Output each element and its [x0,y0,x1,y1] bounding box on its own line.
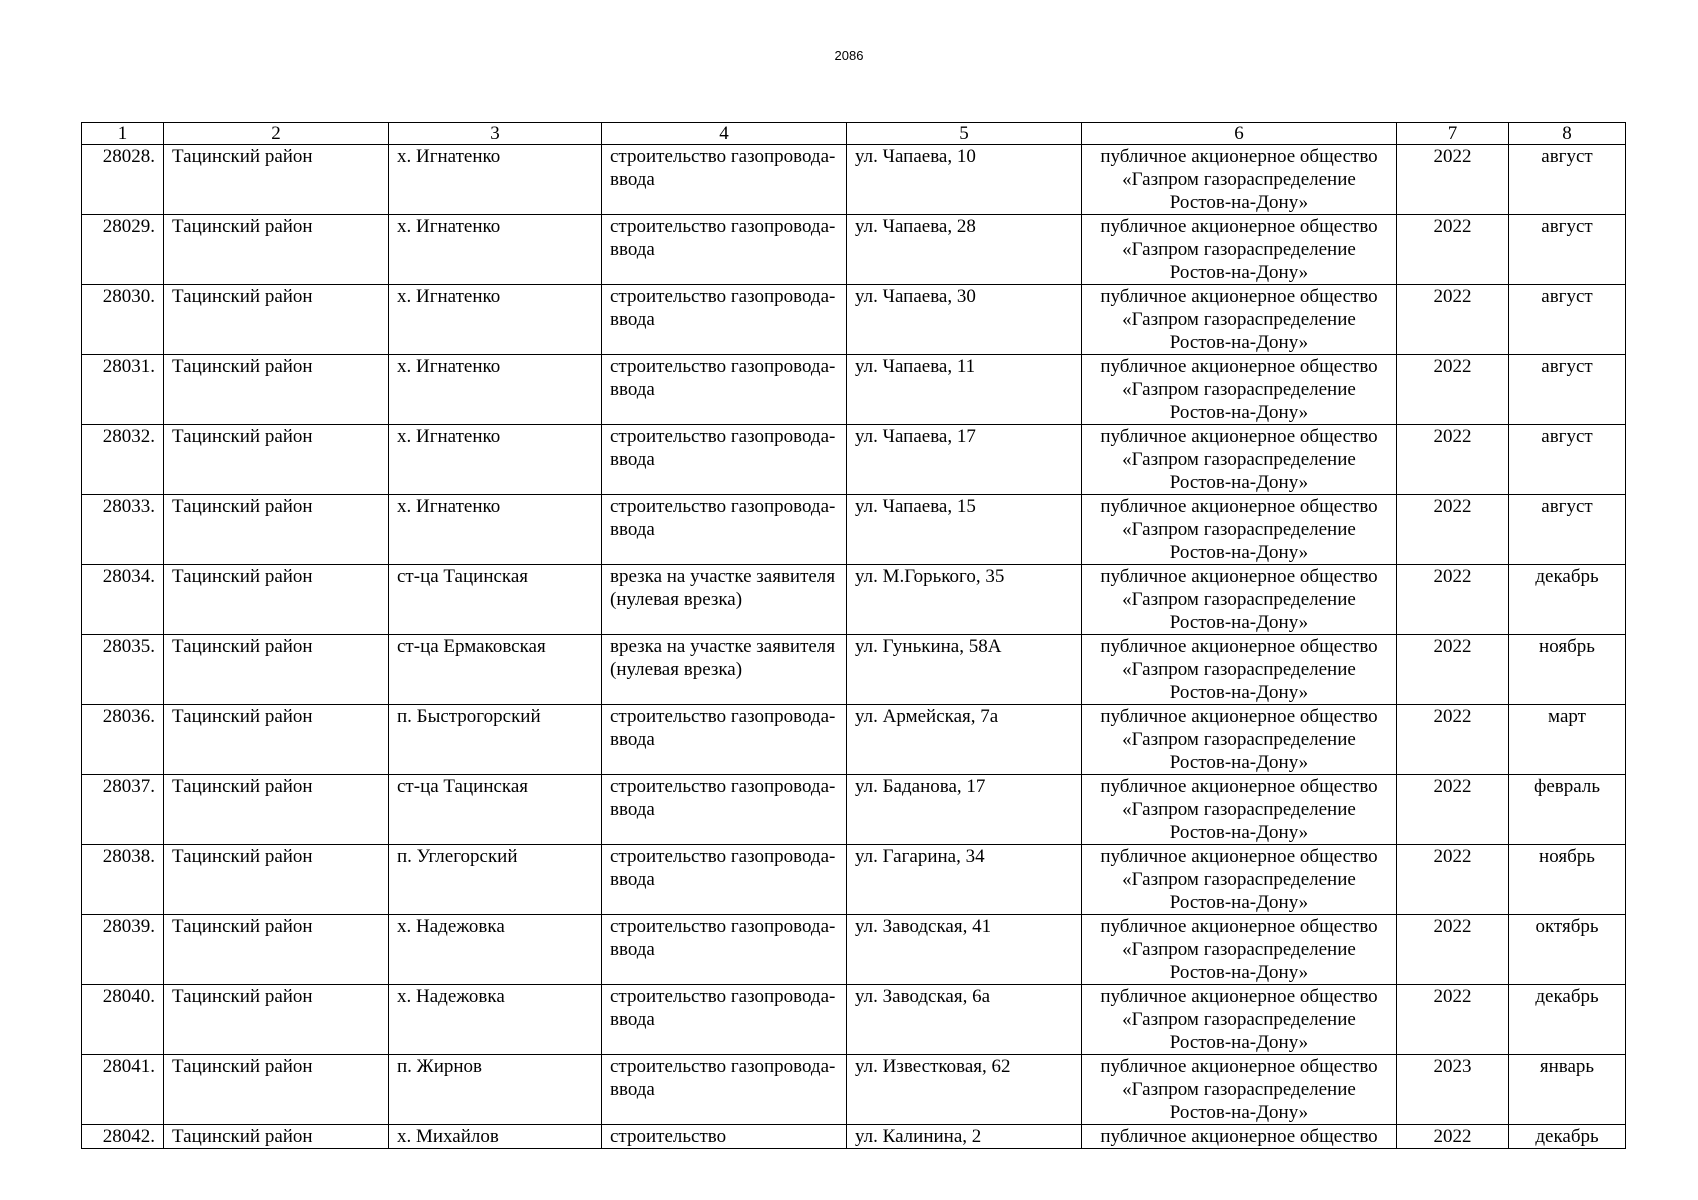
settlement-cell: х. Надежовка [389,915,602,985]
work-type-cell: строительство газопровода-ввода [602,775,847,845]
work-type-cell: строительство газопровода-ввода [602,985,847,1055]
row-number-cell: 28030. [82,285,164,355]
row-number-cell: 28040. [82,985,164,1055]
organization-cell: публичное акционерное общество «Газпром газораспределение Ростов-на-Дону» [1082,845,1397,915]
table-row [82,495,1626,565]
organization-cell: публичное акционерное общество «Газпром газораспределение Ростов-на-Дону» [1082,915,1397,985]
settlement-cell: х. Игнатенко [389,215,602,285]
district-cell: Тацинский район [164,565,389,635]
district-cell: Тацинский район [164,775,389,845]
table-row [82,355,1626,425]
year-cell: 2022 [1397,705,1509,775]
table-row [82,915,1626,985]
address-cell: ул. Армейская, 7а [847,705,1082,775]
work-type-cell: строительство газопровода-ввода [602,145,847,215]
column-header: 5 [847,123,1082,145]
settlement-cell: ст-ца Тацинская [389,775,602,845]
month-cell: ноябрь [1509,635,1626,705]
month-cell: декабрь [1509,1125,1626,1149]
district-cell: Тацинский район [164,985,389,1055]
address-cell: ул. Чапаева, 15 [847,495,1082,565]
address-cell: ул. М.Горького, 35 [847,565,1082,635]
settlement-cell: ст-ца Тацинская [389,565,602,635]
settlement-cell: х. Игнатенко [389,425,602,495]
column-header: 3 [389,123,602,145]
month-cell: август [1509,285,1626,355]
work-type-cell: врезка на участке заявителя (нулевая врезка) [602,635,847,705]
table-row [82,565,1626,635]
year-cell: 2022 [1397,495,1509,565]
table-row [82,845,1626,915]
settlement-cell: п. Жирнов [389,1055,602,1125]
month-cell: август [1509,215,1626,285]
work-type-cell: строительство газопровода-ввода [602,425,847,495]
year-cell: 2022 [1397,775,1509,845]
header-row [82,123,1626,145]
column-header: 4 [602,123,847,145]
year-cell: 2023 [1397,1055,1509,1125]
district-cell: Тацинский район [164,705,389,775]
address-cell: ул. Чапаева, 17 [847,425,1082,495]
address-cell: ул. Известковая, 62 [847,1055,1082,1125]
year-cell: 2022 [1397,565,1509,635]
work-type-cell: строительство [602,1125,847,1149]
column-header: 7 [1397,123,1509,145]
organization-cell: публичное акционерное общество «Газпром газораспределение Ростов-на-Дону» [1082,565,1397,635]
district-cell: Тацинский район [164,845,389,915]
address-cell: ул. Заводская, 41 [847,915,1082,985]
work-type-cell: строительство газопровода-ввода [602,705,847,775]
year-cell: 2022 [1397,285,1509,355]
year-cell: 2022 [1397,425,1509,495]
year-cell: 2022 [1397,915,1509,985]
row-number-cell: 28037. [82,775,164,845]
organization-cell: публичное акционерное общество «Газпром газораспределение Ростов-на-Дону» [1082,355,1397,425]
year-cell: 2022 [1397,355,1509,425]
year-cell: 2022 [1397,145,1509,215]
month-cell: август [1509,145,1626,215]
work-type-cell: строительство газопровода-ввода [602,915,847,985]
settlement-cell: х. Михайлов [389,1125,602,1149]
month-cell: август [1509,425,1626,495]
year-cell: 2022 [1397,1125,1509,1149]
row-number-cell: 28032. [82,425,164,495]
district-cell: Тацинский район [164,145,389,215]
month-cell: октябрь [1509,915,1626,985]
district-cell: Тацинский район [164,425,389,495]
district-cell: Тацинский район [164,215,389,285]
address-cell: ул. Гагарина, 34 [847,845,1082,915]
address-cell: ул. Калинина, 2 [847,1125,1082,1149]
district-cell: Тацинский район [164,495,389,565]
column-header: 8 [1509,123,1626,145]
district-cell: Тацинский район [164,915,389,985]
month-cell: август [1509,495,1626,565]
column-header: 2 [164,123,389,145]
settlement-cell: х. Игнатенко [389,145,602,215]
month-cell: март [1509,705,1626,775]
table-row [82,1055,1626,1125]
table-row [82,985,1626,1055]
year-cell: 2022 [1397,985,1509,1055]
organization-cell: публичное акционерное общество «Газпром газораспределение Ростов-на-Дону» [1082,145,1397,215]
year-cell: 2022 [1397,635,1509,705]
address-cell: ул. Чапаева, 30 [847,285,1082,355]
month-cell: январь [1509,1055,1626,1125]
address-cell: ул. Чапаева, 10 [847,145,1082,215]
work-type-cell: строительство газопровода-ввода [602,215,847,285]
organization-cell: публичное акционерное общество «Газпром газораспределение Ростов-на-Дону» [1082,705,1397,775]
settlement-cell: х. Игнатенко [389,285,602,355]
settlement-cell: х. Игнатенко [389,495,602,565]
row-number-cell: 28041. [82,1055,164,1125]
month-cell: декабрь [1509,985,1626,1055]
month-cell: август [1509,355,1626,425]
year-cell: 2022 [1397,845,1509,915]
row-number-cell: 28028. [82,145,164,215]
district-cell: Тацинский район [164,635,389,705]
row-number-cell: 28031. [82,355,164,425]
work-type-cell: строительство газопровода-ввода [602,495,847,565]
table-row [82,425,1626,495]
month-cell: ноябрь [1509,845,1626,915]
address-cell: ул. Гунькина, 58А [847,635,1082,705]
row-number-cell: 28034. [82,565,164,635]
work-type-cell: строительство газопровода-ввода [602,845,847,915]
address-cell: ул. Баданова, 17 [847,775,1082,845]
table-row [82,1125,1626,1149]
month-cell: декабрь [1509,565,1626,635]
table-row [82,285,1626,355]
month-cell: февраль [1509,775,1626,845]
organization-cell: публичное акционерное общество «Газпром газораспределение Ростов-на-Дону» [1082,495,1397,565]
registry-table [81,122,1626,1149]
organization-cell: публичное акционерное общество «Газпром газораспределение Ростов-на-Дону» [1082,985,1397,1055]
organization-cell: публичное акционерное общество «Газпром газораспределение Ростов-на-Дону» [1082,215,1397,285]
work-type-cell: строительство газопровода-ввода [602,355,847,425]
row-number-cell: 28033. [82,495,164,565]
row-number-cell: 28039. [82,915,164,985]
table-row [82,775,1626,845]
row-number-cell: 28042. [82,1125,164,1149]
organization-cell: публичное акционерное общество [1082,1125,1397,1149]
district-cell: Тацинский район [164,1055,389,1125]
address-cell: ул. Чапаева, 11 [847,355,1082,425]
row-number-cell: 28036. [82,705,164,775]
column-header: 1 [82,123,164,145]
year-cell: 2022 [1397,215,1509,285]
organization-cell: публичное акционерное общество «Газпром газораспределение Ростов-на-Дону» [1082,635,1397,705]
settlement-cell: п. Быстрогорский [389,705,602,775]
settlement-cell: ст-ца Ермаковская [389,635,602,705]
page-number: 2086 [834,48,864,63]
row-number-cell: 28035. [82,635,164,705]
address-cell: ул. Заводская, 6а [847,985,1082,1055]
organization-cell: публичное акционерное общество «Газпром газораспределение Ростов-на-Дону» [1082,775,1397,845]
settlement-cell: п. Углегорский [389,845,602,915]
row-number-cell: 28038. [82,845,164,915]
settlement-cell: х. Игнатенко [389,355,602,425]
column-header: 6 [1082,123,1397,145]
organization-cell: публичное акционерное общество «Газпром газораспределение Ростов-на-Дону» [1082,425,1397,495]
work-type-cell: строительство газопровода-ввода [602,285,847,355]
district-cell: Тацинский район [164,355,389,425]
table-row [82,145,1626,215]
organization-cell: публичное акционерное общество «Газпром газораспределение Ростов-на-Дону» [1082,1055,1397,1125]
row-number-cell: 28029. [82,215,164,285]
district-cell: Тацинский район [164,1125,389,1149]
address-cell: ул. Чапаева, 28 [847,215,1082,285]
table-row [82,705,1626,775]
table-row [82,635,1626,705]
work-type-cell: врезка на участке заявителя (нулевая врезка) [602,565,847,635]
table-row [82,215,1626,285]
work-type-cell: строительство газопровода-ввода [602,1055,847,1125]
district-cell: Тацинский район [164,285,389,355]
settlement-cell: х. Надежовка [389,985,602,1055]
organization-cell: публичное акционерное общество «Газпром газораспределение Ростов-на-Дону» [1082,285,1397,355]
